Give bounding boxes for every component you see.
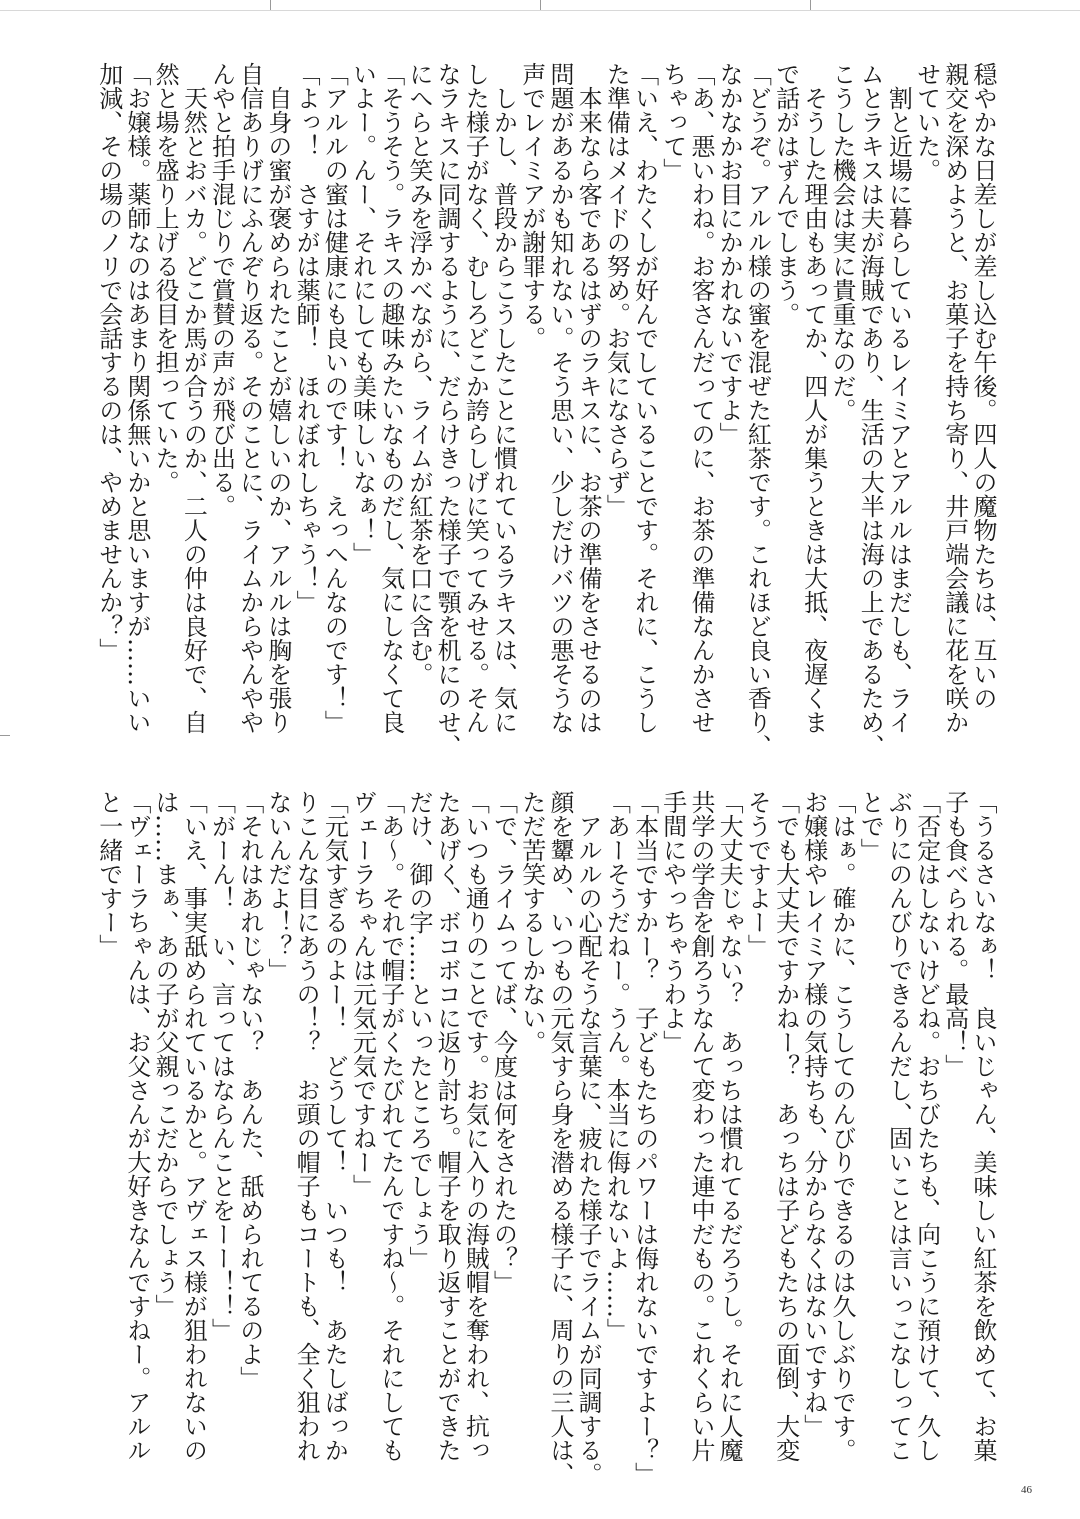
text-line: ヴェーラちゃんは元気元気ですねー」 [348, 790, 377, 1198]
text-line: 自信ありげにふんぞり返る。そのことに、ライムからやんやや [235, 62, 264, 734]
text-line: 「アルルの蜜は健康にも良いのです！ えっへんなのです！」 [320, 62, 349, 734]
text-line: 「それはあれじゃない？ あんた、舐められてるのよ」 [235, 790, 264, 1390]
text-line: 声でレイミアが謝罪する。 [517, 62, 546, 350]
crop-mark-left [270, 0, 271, 10]
page-number: 46 [1021, 1484, 1032, 1496]
text-line: とで」 [856, 790, 885, 862]
text-line: 「そうそう。ラキスの趣味みたいなものだし、気にしなくて良 [376, 62, 405, 734]
text-line: 「でも大丈夫ですかねー？ あっちは子どもたちの面倒、大変 [771, 790, 800, 1462]
text-line: た準備はメイドの努め。お気になさらず」 [602, 62, 631, 518]
text-line: 「否定はしないけどね。おちびたちも、向こうに預けて、久し [912, 790, 941, 1462]
text-line: 天然とおバカ。どこか馬が合うのか、二人の仲は良好で、自 [179, 62, 208, 734]
text-line: お嬢様やレイミア様の気持ちも、分からなくはないですね」 [799, 790, 828, 1438]
text-line: と一緒ですー」 [94, 790, 123, 958]
text-line: こうした機会は実に貴重なのだ。 [827, 62, 856, 422]
text-line: なラキスに同調するように、だらけきった様子で顎を机にのせ、 [433, 62, 462, 758]
text-line: 「ヴェーラちゃんは、お父さんが大好きなんですねー。アルル [122, 790, 151, 1462]
text-line: で話がはずんでしまう。 [771, 62, 800, 326]
text-line: 「いえ、わたくしが好んでしていることです。それに、こうし [630, 62, 659, 734]
text-line: ちゃって」 [658, 62, 687, 182]
text-line: いよー。んー、それにしても美味しいなぁ！」 [348, 62, 377, 566]
crop-mark-right [810, 0, 811, 10]
text-line: 「どうぞ。アルル様の蜜を混ぜた紅茶です。これほど良い香り、 [743, 62, 772, 758]
text-line: 加減、その場のノリで会話するのは、やめませんか？」 [94, 62, 123, 662]
text-line: たあげく、ボコボコに返り討ち。帽子を取り返すことができた [433, 790, 462, 1462]
text-line: 問題があるかも知れない。そう思い、少しだけバツの悪そうな [545, 62, 574, 734]
text-line: 「お嬢様。薬師なのはあまり関係無いかと思いますが……いい [122, 62, 151, 734]
text-line: せていた。 [912, 62, 941, 182]
text-line: りこんな目にあうの！？ お頭の帽子もコートも、全く狙われ [292, 790, 321, 1462]
text-line: しかし、普段からこうしたことに慣れているラキスは、気に [489, 62, 518, 734]
text-line: 「元気すぎるのよー！ どうして！ いつも！ あたしばっか [320, 790, 349, 1462]
crop-mark-center [540, 0, 541, 10]
text-line: した様子がなく、むしろどこか誇らしげに笑ってみせる。そん [461, 62, 490, 734]
text-line: ただ苦笑するしかない。 [517, 790, 546, 1054]
text-line: 「がーん！ い、言ってはならんことをーー！！」 [207, 790, 236, 1342]
text-line: 穏やかな日差しが差し込む午後。四人の魔物たちは、互いの [969, 62, 997, 710]
text-line: 「あ～。それで帽子がくたびれてたんですね～。それにしても [376, 790, 405, 1462]
text-line: 「あーそうだねー。うん。本当に侮れないよ……」 [602, 790, 631, 1342]
text-line: 「うるさいなぁ！ 良いじゃん、美味しい紅茶を飲めて、お菓 [969, 790, 997, 1462]
text-line: 「よっ！ さすがは薬師！ ほれぼれしちゃう！」 [292, 62, 321, 614]
text-line: 「あ、悪いわね。お客さんだってのに、お茶の準備なんかさせ [686, 62, 715, 734]
text-line: 「大丈夫じゃない？ あっちは慣れてるだろうし。それに人魔 [715, 790, 744, 1462]
text-line: 「で、ライムってば、今度は何をされたの？」 [489, 790, 518, 1294]
text-block-upper [94, 62, 998, 758]
text-line: は……まぁ、あの子が父親っこだからでしょう」 [151, 790, 180, 1318]
text-line: 然と場を盛り上げる役目を担っていた。 [151, 62, 180, 494]
text-line: 子も食べられる。最高！」 [940, 790, 969, 1078]
text-line: 共学の学舎を創ろうなんて変わった連中だもの。これくらい片 [686, 790, 715, 1462]
text-line: 「いつも通りのことです。お気に入りの海賊帽を奪われ、抗っ [461, 790, 490, 1462]
text-line: 手間にやっちゃうわよ」 [658, 790, 687, 1054]
text-line: ないんだよ！？」 [263, 790, 292, 982]
text-line: 割と近場に暮らしているレイミアとアルルはまだしも、ライ [884, 62, 913, 734]
text-line: アルルの心配そうな言葉に、疲れた様子でライムが同調する。 [574, 790, 603, 1486]
text-line: 「本当ですかー？ 子どもたちのパワーは侮れないですよー？」 [630, 790, 659, 1486]
text-line: 親交を深めようと、お菓子を持ち寄り、井戸端会議に花を咲か [940, 62, 969, 734]
crop-mark-side [0, 735, 10, 736]
text-block-lower [94, 790, 998, 1486]
text-line: 自身の蜜が褒められたことが嬉しいのか、アルルは胸を張り [263, 62, 292, 734]
text-line: だけ、御の字……といったところでしょう」 [404, 790, 433, 1270]
text-line: 本来なら客であるはずのラキスに、お茶の準備をさせるのは [574, 62, 603, 734]
text-line: 「いえ、事実舐められているかと。アヴェス様が狙われないの [179, 790, 208, 1462]
text-line: にへらと笑みを浮かべながら、ライムが紅茶を口に含む。 [404, 62, 433, 686]
text-line: んやと拍手混じりで賞賛の声が飛び出る。 [207, 62, 236, 518]
text-line: そうした理由もあってか、四人が集うときは大抵、夜遅くま [799, 62, 828, 734]
text-line: なかなかお目にかかれないですよ」 [715, 62, 744, 446]
text-line: 顔を顰め、いつもの元気すら身を潜める様子に、周りの三人は、 [545, 790, 574, 1486]
text-line: ムとラキスは夫が海賊であり、生活の大半は海の上であるため、 [856, 62, 885, 758]
text-line: 「はぁ。確かに、こうしてのんびりできるのは久しぶりです。 [827, 790, 856, 1462]
text-line: そうですよー」 [743, 790, 772, 958]
text-line: ぶりにのんびりできるんだし、固いことは言いっこなしってこ [884, 790, 913, 1462]
